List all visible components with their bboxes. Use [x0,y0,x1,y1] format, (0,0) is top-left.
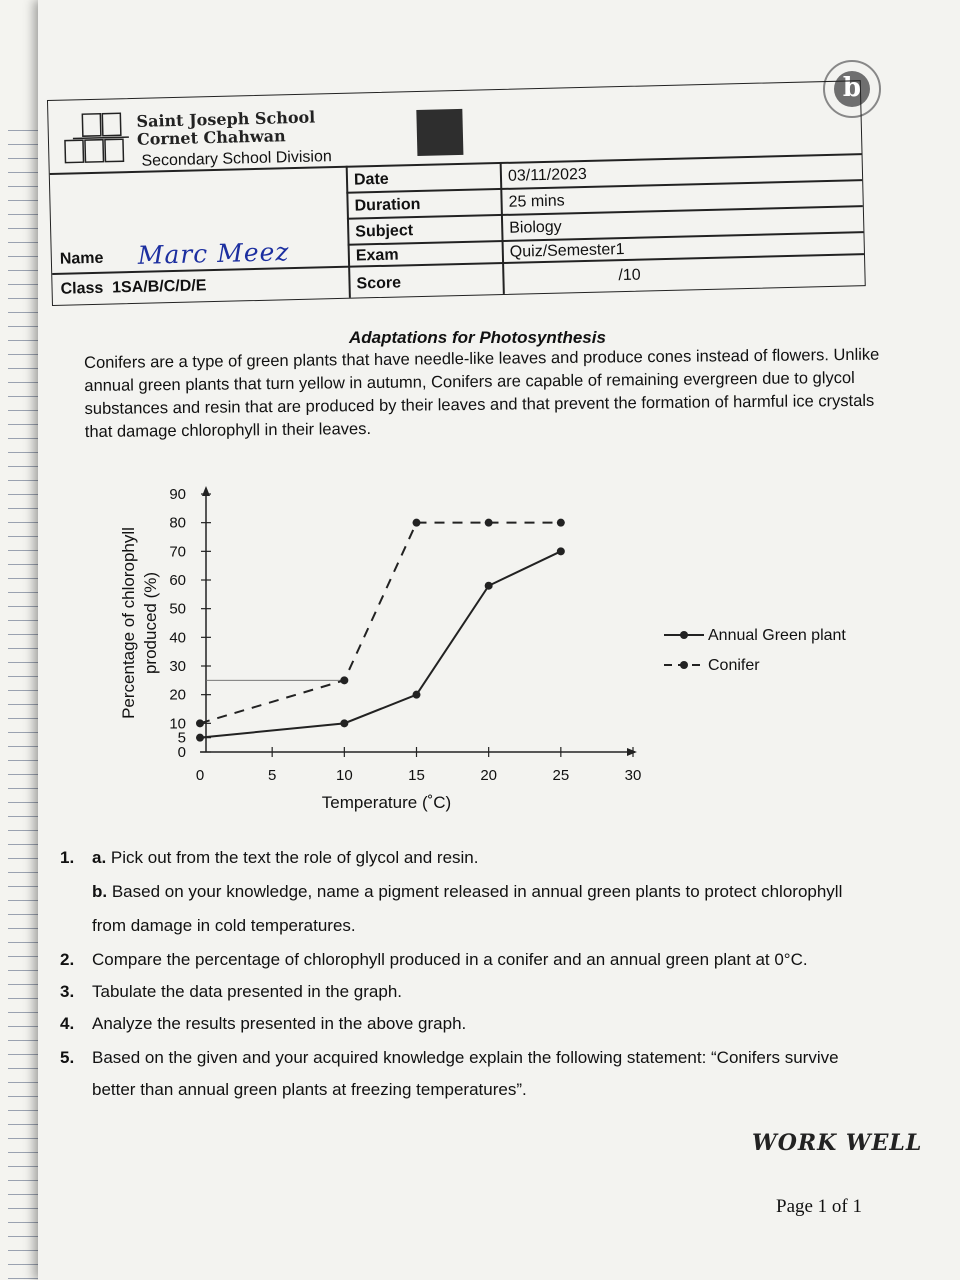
y-tick-label: 5 [177,729,186,747]
duration-value: 25 mins [508,192,565,211]
legend-label: Conifer [708,657,760,674]
question-text: from damage in cold temperatures. [92,916,356,935]
question-text: Pick out from the text the role of glycol and resin. [110,848,479,867]
question-item [60,848,478,868]
x-tick-label: 0 [195,767,205,784]
question-item [60,1014,466,1034]
subject-value: Biology [509,218,562,237]
exam-label: Exam [355,246,399,265]
question-item [92,1080,527,1100]
class-label-text: Class [60,279,104,298]
data-point-annual [413,691,421,699]
question-text: Analyze the results presented in the above graph. [92,1014,467,1033]
legend-marker [680,661,688,669]
x-axis-arrow [627,748,637,756]
question-item [60,982,402,1002]
score-label: Score [356,274,402,293]
y-tick-label: 90 [169,486,186,503]
question-item [60,950,808,970]
date-label: Date [353,170,389,189]
question-subpart: b. [92,882,112,901]
class-value: 1SA/B/C/D/E [111,277,207,297]
page-number: Page 1 of 1 [776,1196,863,1217]
school-division: Secondary School Division [141,148,332,170]
y-tick-label: 80 [169,514,186,532]
y-tick-label: 40 [169,629,186,647]
exam-value: Quiz/Semester1 [509,240,625,261]
subject-label: Subject [355,222,414,241]
x-tick-label: 20 [480,767,498,784]
x-tick-label: 25 [552,767,570,784]
name-label: Name [59,249,104,268]
data-point-annual [557,547,565,555]
question-text: Tabulate the data presented in the graph. [92,982,403,1001]
x-tick-label: 10 [335,767,353,784]
duration-label: Duration [354,195,421,215]
question-number: 4. [60,1014,75,1033]
question-number: 1. [60,848,75,867]
question-number: 2. [60,950,75,969]
y-tick-label: 20 [169,686,186,704]
x-tick-label: 5 [267,767,277,784]
question-item [92,916,356,936]
data-point-conifer [557,519,565,527]
y-tick-label: 70 [169,543,186,561]
data-point-conifer [340,676,348,684]
question-text: Compare the percentage of chlorophyll produced in a conifer and an annual green plant at 0°C. [92,950,808,969]
question-text: Based on the given and your acquired knowledge explain the following statement: “Conifers survive [92,1048,839,1067]
x-axis-label: Temperature (˚C) [321,793,452,812]
question-subpart: a. [92,848,111,867]
y-tick-label: 50 [169,600,186,618]
school-name-line2: Cornet Chahwan [136,126,286,149]
series-line-conifer [200,523,561,724]
x-tick-label: 15 [408,767,425,784]
data-point-annual [340,719,348,727]
legend-marker [680,631,688,639]
question-number: 5. [60,1048,75,1067]
y-tick-label: 10 [169,715,186,733]
document-title: Adaptations for Photosynthesis [349,328,606,347]
y-tick-label: 60 [169,572,186,589]
legend-label: Annual Green plant [708,627,846,644]
question-text: Based on your knowledge, name a pigment released in annual green plants to protect chlorophyll [111,882,843,901]
x-tick-label: 30 [624,767,642,784]
chlorophyll-chart [38,0,960,840]
question-number: 3. [60,982,75,1001]
data-point-conifer [485,519,493,527]
y-axis-label-line1: Percentage of chlorophyll [119,527,138,719]
question-item [60,1048,839,1068]
score-value: /10 [618,266,641,285]
exam-sheet [38,0,960,1280]
y-tick-label: 30 [169,658,186,675]
series-line-annual [200,551,561,737]
intro-paragraph: Conifers are a type of green plants that have needle-like leaves and produce cones instead of flowers. Unlike annual green plants that turn yellow in autumn, Conifers are capable of remaining evergreen due to glycol substances and resin that are produced by their leaves and that prevent the formation of harmful ice crystals that damage chlorophyll in their leaves. [84,345,880,441]
y-axis-label [119,527,160,719]
data-point-annual [485,582,493,590]
data-point-conifer [413,519,421,527]
student-name: Marc Meez [137,237,290,270]
school-name-line1: Saint Joseph School [136,107,316,131]
y-axis-label-line2: produced (%) [141,571,160,675]
data-point-annual [196,734,204,742]
date-value: 03/11/2023 [507,165,588,185]
y-tick-label: 0 [177,744,186,761]
question-item [92,882,842,902]
seal-letter: b [834,71,870,107]
question-text: better than annual green plants at freezing temperatures”. [92,1080,527,1099]
data-point-conifer [196,719,204,727]
closing-note: WORK WELL [752,1130,923,1156]
